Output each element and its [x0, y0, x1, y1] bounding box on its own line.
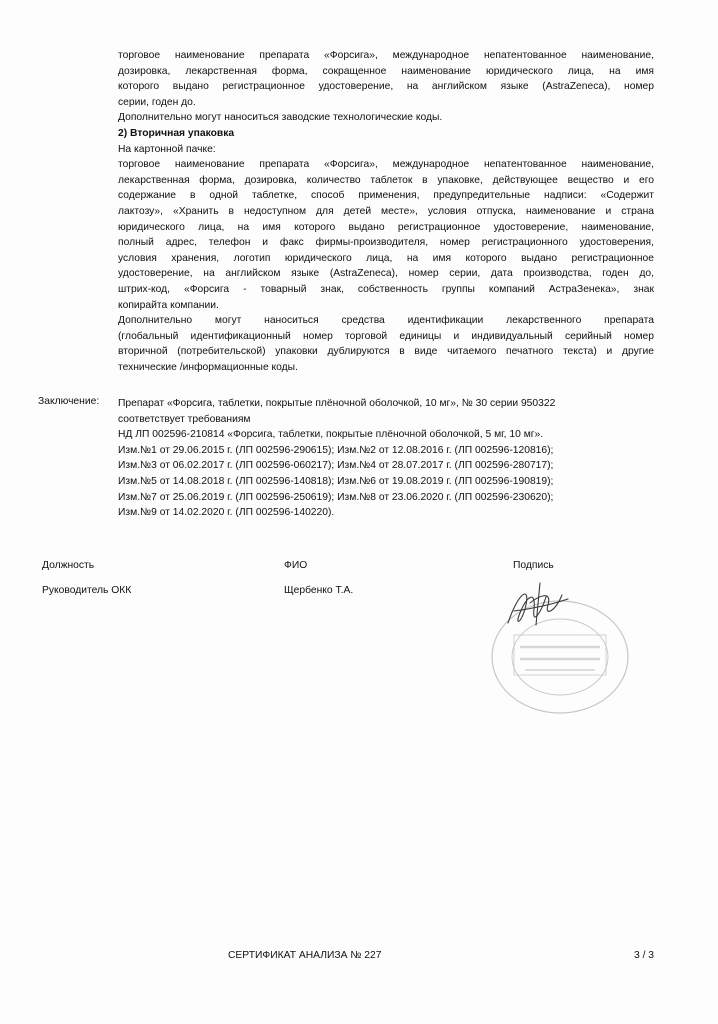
text-line: соответствует требованиям: [118, 413, 251, 425]
name-value: Щербенко Т.А.: [284, 585, 354, 596]
text-line: вторичной (потребительской) упаковки дублируются в виде читаемого печатного текста) и другие: [118, 346, 654, 358]
text-line: (глобальный идентификационный номер торговой единицы и индивидуальный серийный номер: [118, 330, 654, 342]
section-heading: 2) Вторичная упаковка: [118, 127, 235, 139]
text-line: торговое наименование препарата «Форсига», международное непатентованное наименование,: [118, 50, 654, 61]
conclusion-label: Заключение:: [38, 396, 100, 407]
text-line: дозировка, лекарственная форма, сокращенное наименование юридического лица, на имя: [118, 65, 654, 77]
text-line: серии, годен до.: [118, 96, 196, 108]
conclusion-text: [118, 396, 618, 521]
page-number: 3 / 3: [634, 950, 655, 961]
signature-header: Подпись: [513, 560, 554, 571]
certificate-footer-title: СЕРТИФИКАТ АНАЛИЗА № 227: [228, 950, 382, 961]
text-line: Дополнительно могут наноситься заводские технологические коды.: [118, 112, 443, 124]
primary-packaging-tail: [118, 48, 654, 375]
text-line: Дополнительно могут наноситься средства идентификации лекарственного препарата: [118, 315, 654, 327]
name-header: ФИО: [284, 560, 308, 571]
text-line: удостоверение, на английском языке (AstraZeneca), номер серии, дата производства, годен до,: [118, 268, 654, 280]
text-line: технические /информационные коды.: [118, 361, 298, 373]
text-line: Изм.№1 от 29.06.2015 г. (ЛП 002596-290615); Изм.№2 от 12.08.2016 г. (ЛП 002596-120816);: [118, 444, 554, 456]
text-line: лекарственная форма, дозировка, количество таблеток в упаковке, действующее вещество и его: [118, 174, 654, 186]
text-line: которого выдано регистрационное удостоверение, на английском языке (AstraZeneca), номер: [118, 81, 654, 93]
text-line: содержание в одной таблетке, способ применения, предупредительные надписи: «Содержит: [118, 190, 654, 202]
text-line: НД ЛП 002596-210814 «Форсига, таблетки, покрытые плёночной оболочкой, 5 мг, 10 мг».: [118, 429, 544, 441]
text-line: Изм.№5 от 14.08.2018 г. (ЛП 002596-140818); Изм.№6 от 19.08.2019 г. (ЛП 002596-190819);: [118, 475, 554, 487]
text-line: юридического лица, на имя которого выдано регистрационное удостоверение, наименование,: [118, 221, 654, 233]
text-line: полный адрес, телефон и факс фирмы-производителя, номер регистрационного удостоверения,: [118, 237, 654, 249]
stamp-and-signature: [470, 575, 640, 725]
text-line: Изм.№3 от 06.02.2017 г. (ЛП 002596-060217); Изм.№4 от 28.07.2017 г. (ЛП 002596-280717);: [118, 460, 554, 472]
text-line: торговое наименование препарата «Форсига», международное непатентованное наименование,: [118, 159, 654, 171]
position-header: Должность: [42, 560, 95, 571]
text-line: На картонной пачке:: [118, 143, 216, 155]
text-line: условия хранения, логотип юридического лица, на имя которого выдано регистрационное: [118, 252, 654, 264]
text-line: Изм.№7 от 25.06.2019 г. (ЛП 002596-250619); Изм.№8 от 23.06.2020 г. (ЛП 002596-230620);: [118, 491, 554, 503]
text-line: копирайта компании.: [118, 299, 219, 311]
text-line: штрих-код, «Форсига - товарный знак, собственность группы компаний АстраЗенека», знак: [118, 283, 654, 295]
text-line: Изм.№9 от 14.02.2020 г. (ЛП 002596-140220).: [118, 507, 335, 519]
position-value: Руководитель ОКК: [42, 585, 132, 596]
text-line: Препарат «Форсига, таблетки, покрытые плёночной оболочкой, 10 мг», № 30 серии 950322: [118, 398, 556, 409]
text-line: лактозу», «Хранить в недоступном для детей месте», условия отпуска, наименование и страна: [118, 205, 654, 217]
